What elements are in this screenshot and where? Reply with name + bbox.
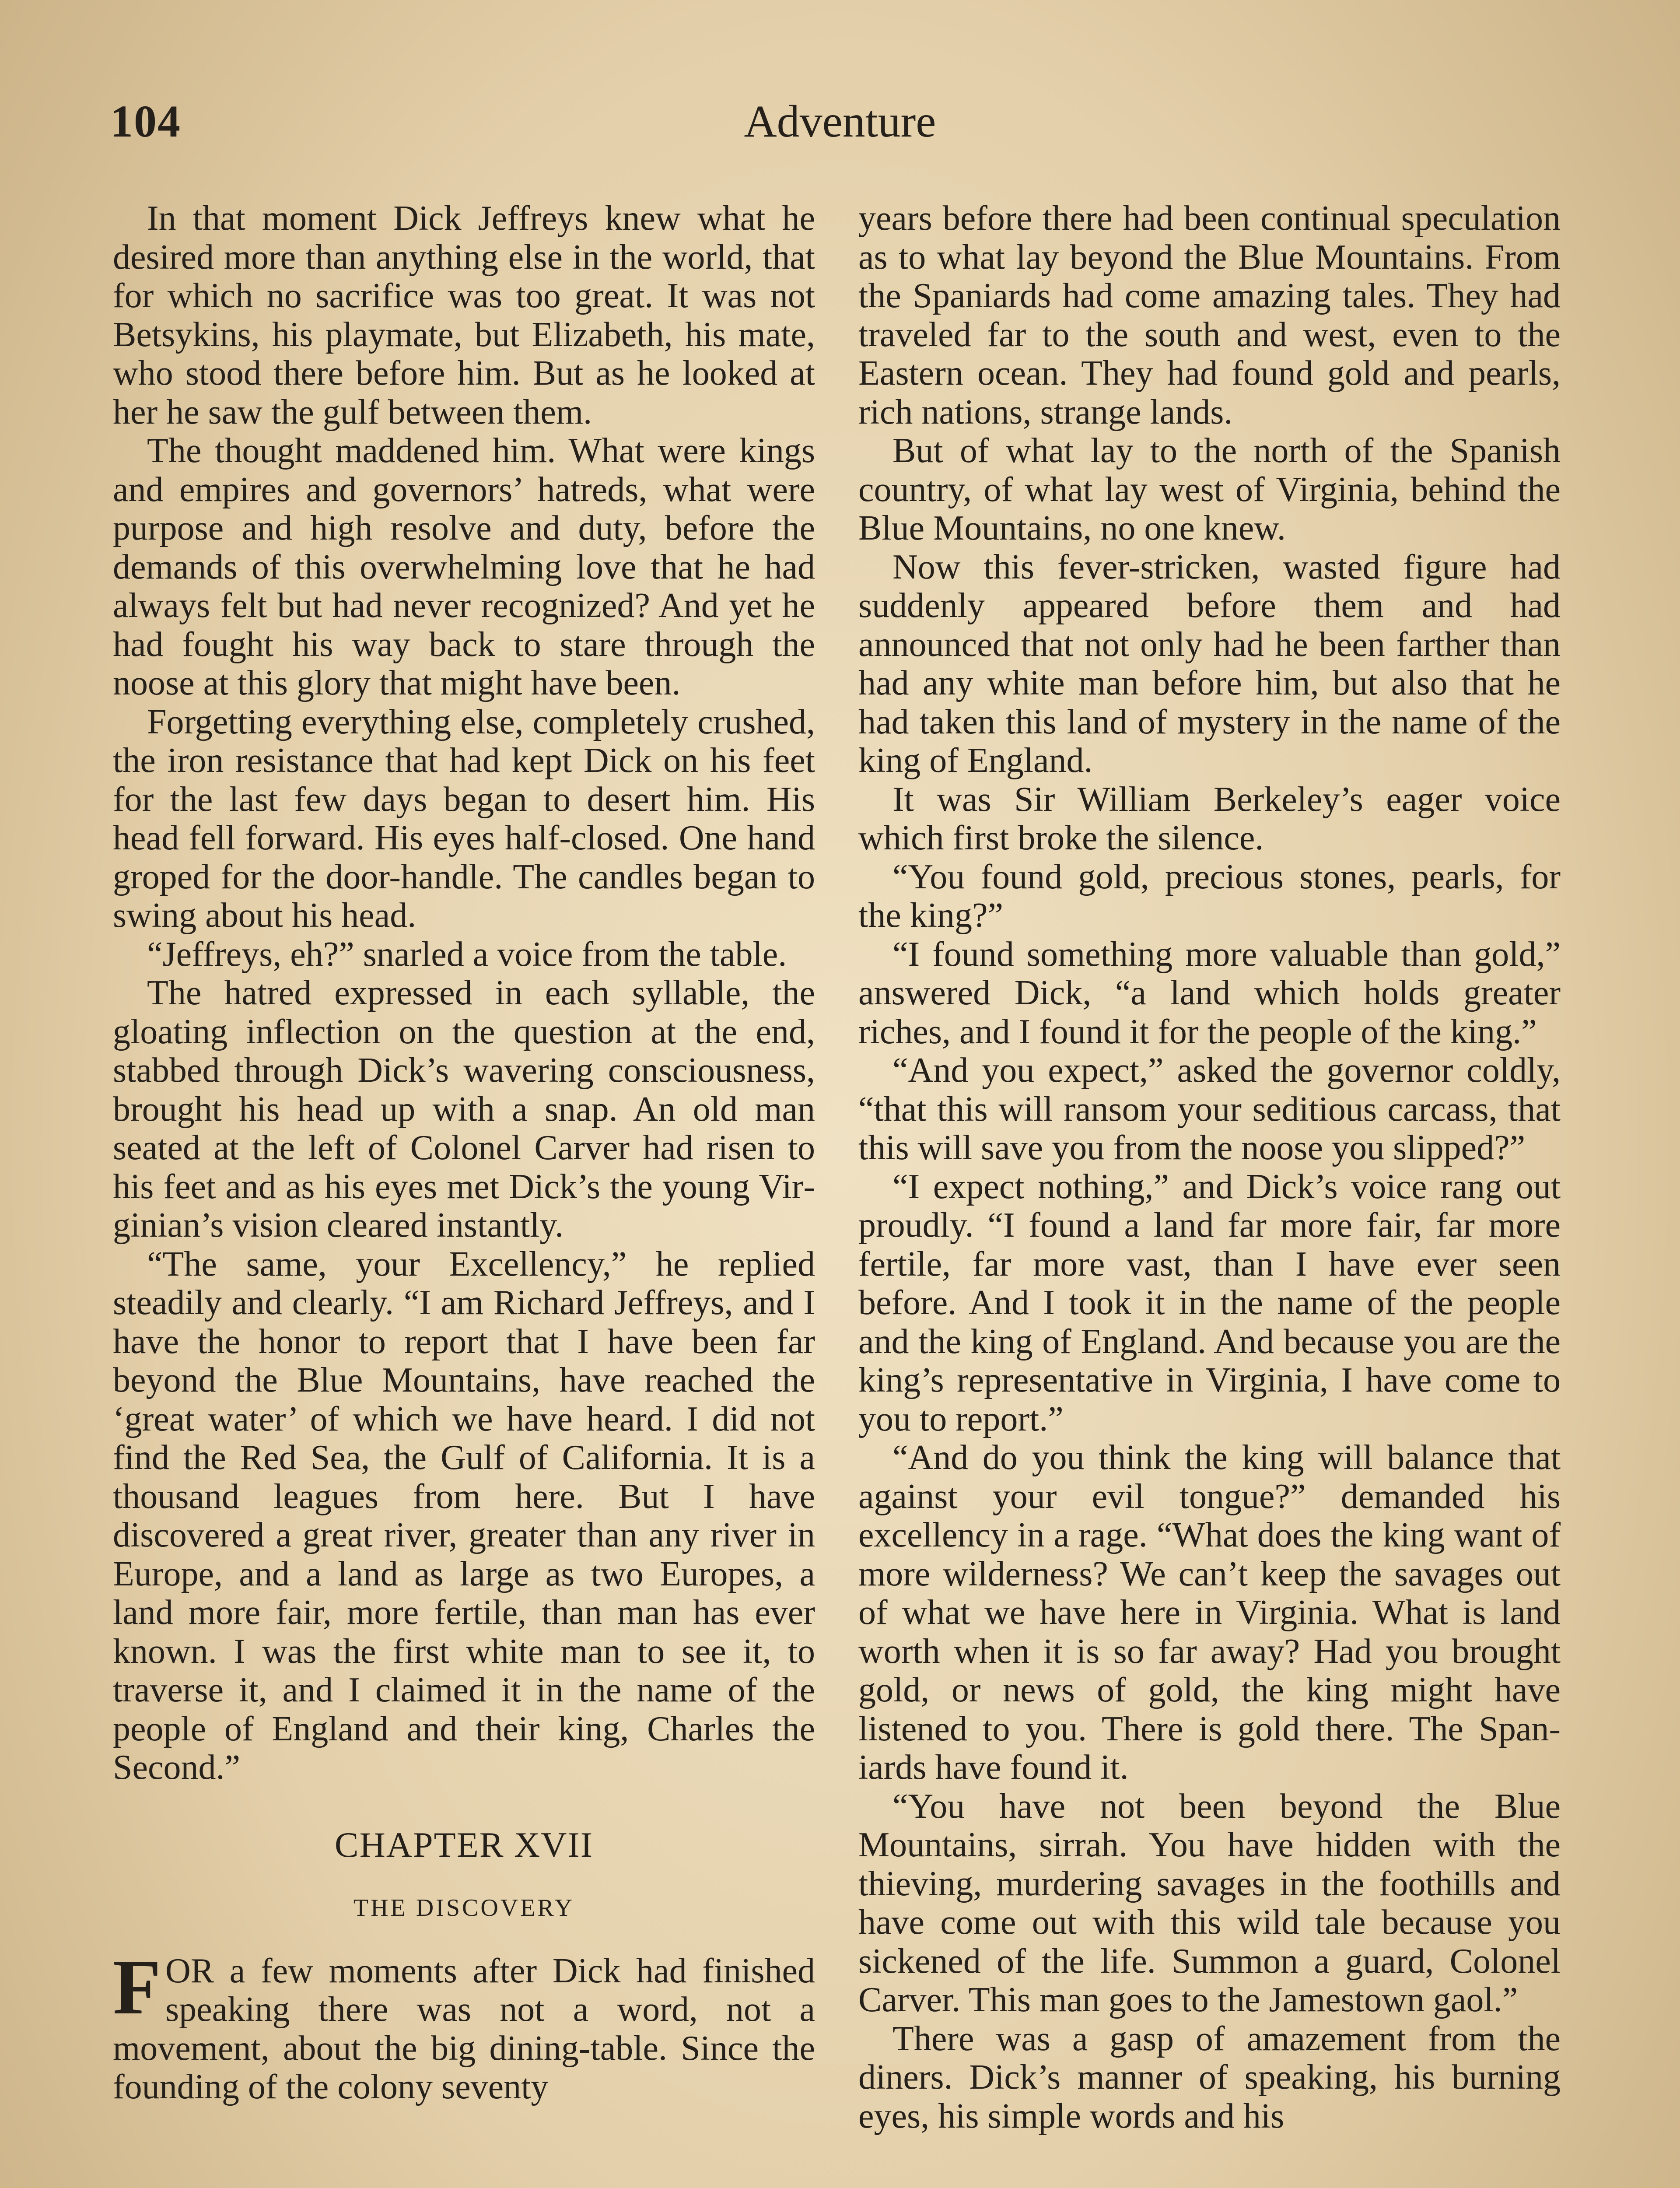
paragraph: “Jeffreys, eh?” snarled a voice from the table.: [147, 935, 787, 974]
paragraph: “You have not been beyond the Blue Mountains, sirrah. You have hidden with the thieving, murdering savages in the foothills and have come out with this wild tale because you sickened of the life. Summon a guard, Colonel Carver. This man goes to the Jamestown gaol.”: [858, 1787, 1561, 2019]
page-number: 104: [110, 96, 181, 147]
paragraph: years before there had been continual speculation as to what lay beyond the Blue Mountains. From the Spaniards had come amazing tales. They had traveled far to the south and west, even to the Eastern ocean. They had found gold and pearls, rich nations, strange lands.: [858, 199, 1561, 431]
paragraph: “I expect nothing,” and Dick’s voice rang out proudly. “I found a land far more fair, far more fertile, far more vast, than I have ever seen before. And I took it in the name of the people and the king of England. And because you are the king’s representative in Virginia, I have come to you to report.”: [858, 1167, 1561, 1438]
chapter-heading-block: [113, 1826, 815, 1921]
right-column: [858, 199, 1561, 2135]
paragraph: “I found something more valuable than gold,” answered Dick, “a land which holds greater riches, and I found it for the people of the king.”: [858, 935, 1561, 1051]
paragraph: “You found gold, precious stones, pearls, for the king?”: [858, 857, 1561, 935]
paragraph: In that moment Dick Jeffreys knew what he desired more than anything else in the world, that for which no sacrifice was too great. It was not Betsykins, his playmate, but Elizabeth, his mate, who stood there before him. But as he looked at her he saw the gulf between them.: [113, 199, 815, 431]
opening-paragraph: [113, 1943, 815, 2107]
chapter-heading: CHAPTER XVII: [334, 1824, 594, 1865]
running-title: Adventure: [744, 96, 936, 147]
opening-paragraph-text: OR a few moments after Dick had finished speaking there was not a word, not a movement, about the big dining-table. Since the founding of the colony seventy: [113, 1951, 815, 2106]
paragraph: Now this fever-stricken, wasted figure had suddenly appeared before them and had announced that not only had he been farther than had any white man before him, but also that he had taken this land of mystery in the name of the king of England.: [858, 547, 1561, 780]
paragraph: It was Sir William Berkeley’s eager voice which first broke the silence.: [858, 780, 1561, 857]
paragraph: “And you expect,” asked the governor coldly, “that this will ransom your seditious carcass, that this will save you from the noose you slipped?”: [858, 1051, 1561, 1167]
chapter-subtitle: THE DISCOVERY: [353, 1894, 575, 1922]
paragraph: The thought maddened him. What were kings and empires and governors’ hatreds, what were purpose and high resolve and duty, before the demands of this overwhelming love that he had always felt but had never recognized? And yet he had fought his way back to stare through the noose at this glory that might have been.: [113, 431, 815, 702]
paragraph: The hatred expressed in each syllable, the gloating inflection on the question at the end, stabbed through Dick’s wavering consciousness, brought his head up with a snap. An old man seated at the left of Colonel Carver had risen to his feet and as his eyes met Dick’s the young Virginian’s vision cleared instantly.: [113, 974, 815, 1245]
paragraph: Forgetting everything else, completely crushed, the iron resistance that had kept Dick on his feet for the last few days began to desert him. His head fell forward. His eyes half-closed. One hand groped for the door-handle. The candles began to swing about his head.: [113, 702, 815, 935]
left-column: [113, 199, 815, 2107]
paragraph: But of what lay to the north of the Spanish country, of what lay west of Virginia, behind the Blue Mountains, no one knew.: [858, 431, 1561, 547]
drop-cap: F: [113, 1943, 161, 2030]
paragraph: “And do you think the king will balance that against your evil tongue?” demanded his excellency in a rage. “What does the king want of more wilderness? We can’t keep the savages out of what we have here in Virginia. What is land worth when it is so far away? Had you brought gold, or news of gold, the king might have listened to you. There is gold there. The Spaniards have found it.: [858, 1438, 1561, 1787]
paragraph: There was a gasp of amazement from the diners. Dick’s manner of speaking, his burning eyes, his simple words and his: [858, 2019, 1561, 2135]
paragraph: “The same, your Excellency,” he replied steadily and clearly. “I am Richard Jeffreys, and I have the honor to report that I have been far beyond the Blue Mountains, have reached the ‘great water’ of which we have heard. I did not find the Red Sea, the Gulf of California. It is a thousand leagues from here. But I have discovered a great river, greater than any river in Europe, and a land as large as two Europes, a land more fair, more fertile, than man has ever known. I was the first white man to see it, to traverse it, and I claimed it in the name of the people of England and their king, Charles the Second.”: [113, 1245, 815, 1787]
